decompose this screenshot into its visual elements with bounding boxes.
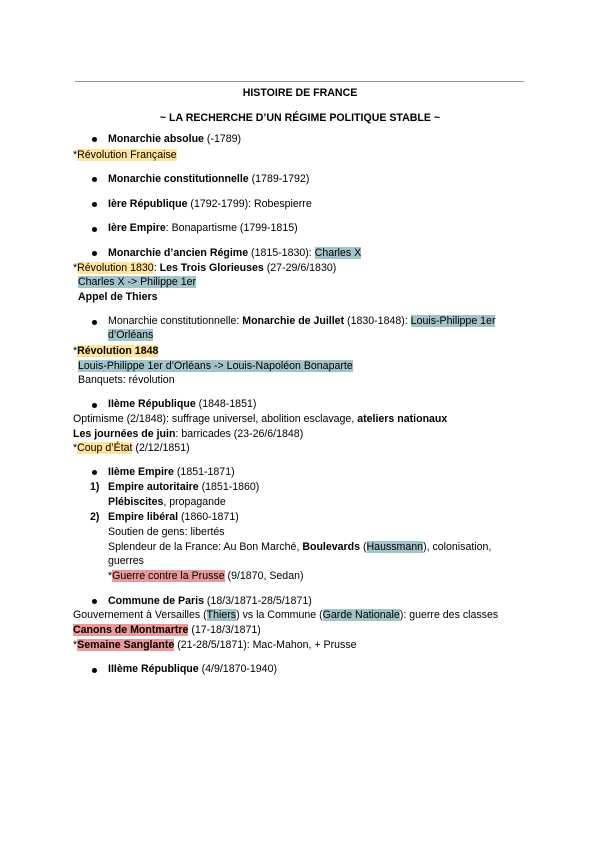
highlight-blue: Louis-Philippe 1er d’Orléans -> Louis-Napoléon Bonaparte — [78, 360, 353, 372]
highlight-blue: Thiers — [206, 609, 237, 621]
list-item: Monarchie constitutionnelle (1789-1792) — [108, 173, 310, 185]
text-line: guerres — [108, 555, 144, 567]
highlight-blue: Garde Nationale — [322, 609, 400, 621]
list-number: 2) — [90, 511, 100, 523]
list-item: IIIème République (4/9/1870-1940) — [108, 663, 277, 675]
highlight-blue: Haussmann — [366, 541, 424, 553]
text-line: Splendeur de la France: Au Bon Marché, Boulevards (Haussmann), colonisation, — [108, 541, 492, 553]
list-item: Ière République (1792-1799): Robespierre — [108, 198, 312, 210]
bullet-dot — [92, 320, 97, 325]
header-rule — [75, 81, 524, 82]
text-line: Optimisme (2/1848): suffrage universel, abolition esclavage, ateliers nationaux — [73, 413, 448, 425]
list-item: Monarchie d’ancien Régime (1815-1830): Charles X — [108, 247, 362, 259]
page-subtitle: ~ LA RECHERCHE D’UN RÉGIME POLITIQUE STABLE ~ — [159, 112, 441, 124]
text-line: Soutien de gens: libertés — [108, 526, 225, 538]
bullet-dot — [92, 470, 97, 475]
highlight-red: Semaine Sanglante — [77, 639, 175, 651]
highlight-yellow: Révolution 1848 — [77, 345, 159, 357]
highlight-blue: Charles X -> Philippe 1er — [78, 276, 197, 288]
bullet-dot — [92, 599, 97, 604]
list-item: IIème Empire (1851-1871) — [108, 466, 235, 478]
text-line: Banquets: révolution — [78, 374, 175, 386]
highlight-red: Canons de Montmartre — [73, 624, 189, 636]
bullet-dot — [92, 202, 97, 207]
text-line — [108, 329, 153, 342]
text-line — [78, 276, 196, 289]
text-line: *Coup d’État (2/12/1851) — [73, 442, 190, 454]
highlight-yellow: Coup d’État — [77, 442, 133, 454]
bullet-dot — [92, 177, 97, 182]
text-line: *Révolution 1830: Les Trois Glorieuses (27-29/6/1830) — [73, 262, 337, 274]
highlight-blue: d’Orléans — [108, 329, 154, 341]
bullet-dot — [92, 137, 97, 142]
bullet-dot — [92, 251, 97, 256]
text-line: *Semaine Sanglante (21-28/5/1871): Mac-Mahon, + Prusse — [73, 639, 357, 651]
highlight-yellow: Révolution 1830 — [77, 262, 154, 274]
list-number: 1) — [90, 481, 100, 493]
bullet-dot — [92, 227, 97, 232]
text-line: Les journées de juin: barricades (23-26/6/1848) — [73, 428, 304, 440]
bullet-dot — [92, 403, 97, 408]
text-line: *Révolution 1848 — [73, 345, 159, 357]
list-item: Empire libéral (1860-1871) — [108, 511, 239, 523]
list-item: Monarchie constitutionnelle: Monarchie de Juillet (1830-1848): Louis-Philippe 1er — [108, 315, 496, 327]
list-item: Ière Empire: Bonapartisme (1799-1815) — [108, 222, 298, 234]
highlight-blue: Louis-Philippe 1er — [410, 315, 496, 327]
highlight-yellow: Révolution Française — [77, 149, 177, 161]
text-line: Plébiscites, propagande — [108, 496, 226, 508]
text-line: *Guerre contre la Prusse (9/1870, Sedan) — [108, 570, 304, 582]
list-item: Commune de Paris (18/3/1871-28/5/1871) — [108, 595, 312, 607]
list-item: IIème République (1848-1851) — [108, 398, 257, 410]
text-line: Canons de Montmartre (17-18/3/1871) — [73, 624, 261, 636]
list-item: Empire autoritaire (1851-1860) — [108, 481, 260, 493]
bullet-dot — [92, 668, 97, 673]
text-line: Gouvernement à Versailles (Thiers) vs la Commune (Garde Nationale): guerre des classes — [73, 609, 499, 621]
highlight-blue: Charles X — [314, 247, 362, 259]
text-line — [78, 360, 353, 373]
highlight-red: Guerre contre la Prusse — [112, 570, 225, 582]
list-item: Monarchie absolue (-1789) — [108, 133, 242, 145]
page-title: HISTOIRE DE FRANCE — [242, 87, 358, 99]
text-line: *Révolution Française — [73, 149, 177, 161]
text-line: Appel de Thiers — [78, 291, 158, 303]
